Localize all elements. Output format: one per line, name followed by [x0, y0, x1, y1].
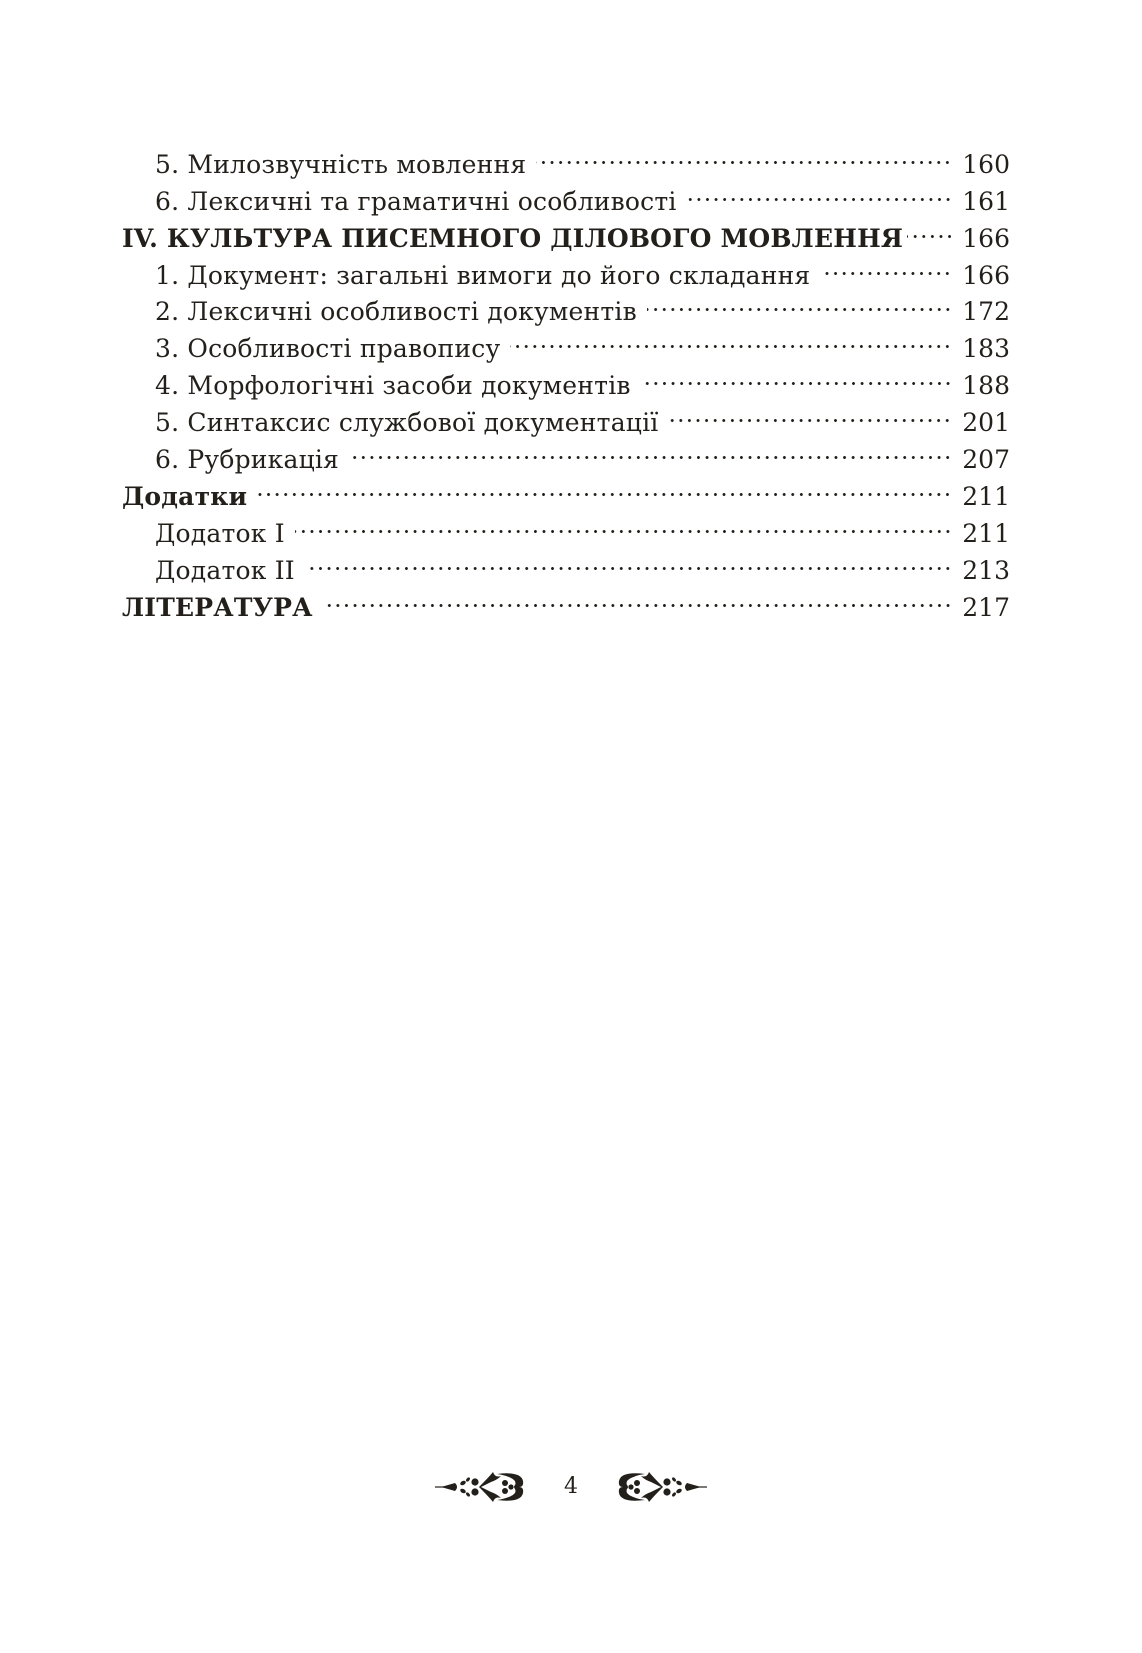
dot-leader [510, 320, 952, 357]
dot-leader [668, 394, 952, 431]
floral-ornament-left-icon [435, 1469, 527, 1505]
toc-entry-page: 217 [962, 592, 1010, 622]
toc-entry-title: Додаток II [155, 555, 295, 585]
toc-entry-title: 6. Рубрикація [155, 445, 340, 475]
dot-leader [647, 284, 952, 321]
toc-entry-title: ЛІТЕРАТУРА [122, 592, 313, 622]
page-number: 4 [564, 1474, 578, 1499]
toc-entry-page: 207 [962, 445, 1010, 475]
toc-entry-page: 201 [962, 408, 1010, 438]
toc-entry-page: 161 [962, 186, 1010, 216]
toc-entry-page: 160 [962, 149, 1010, 179]
toc-entry-page: 172 [962, 297, 1010, 327]
toc-entry[interactable] [122, 505, 1010, 548]
toc-entry-title: 5. Синтаксис службової документації [155, 408, 659, 438]
toc-entry-page: 188 [962, 371, 1010, 401]
floral-ornament-right-icon [615, 1469, 707, 1505]
table-of-contents [122, 136, 1010, 622]
dot-leader [820, 247, 952, 284]
toc-entry-title: 4. Морфологічні засоби документів [155, 371, 631, 401]
dot-leader [295, 505, 952, 542]
toc-entry-page: 166 [962, 260, 1010, 290]
toc-entry-page: 213 [962, 555, 1010, 585]
toc-entry-title: 2. Лексичні особливості документів [155, 297, 637, 327]
dot-leader [687, 173, 952, 210]
dot-leader [305, 542, 952, 579]
dot-leader [536, 136, 952, 173]
toc-entry-title: IV. КУЛЬТУРА ПИСЕМНОГО ДІЛОВОГО МОВЛЕННЯ [122, 223, 904, 253]
toc-entry-page: 211 [962, 481, 1010, 511]
dot-leader [641, 357, 952, 394]
toc-entry-page: 211 [962, 518, 1010, 548]
toc-entry-page: 166 [962, 223, 1010, 253]
toc-entry[interactable] [122, 136, 1010, 179]
toc-entry-title: 6. Лексичні та граматичні особливості [155, 186, 677, 216]
toc-entry-title: Додатки [122, 481, 248, 511]
dot-leader [349, 431, 952, 468]
dot-leader [323, 579, 952, 616]
toc-entry-title: 3. Особливості правопису [155, 334, 501, 364]
dot-leader [257, 468, 952, 505]
dot-leader [907, 210, 954, 247]
toc-entry-title: 5. Милозвучність мовлення [155, 149, 527, 179]
toc-entry-page: 183 [962, 334, 1010, 364]
toc-entry-title: 1. Документ: загальні вимоги до його складання [155, 260, 811, 290]
page-footer [0, 1466, 1142, 1508]
toc-entry-title: Додаток I [155, 518, 285, 548]
